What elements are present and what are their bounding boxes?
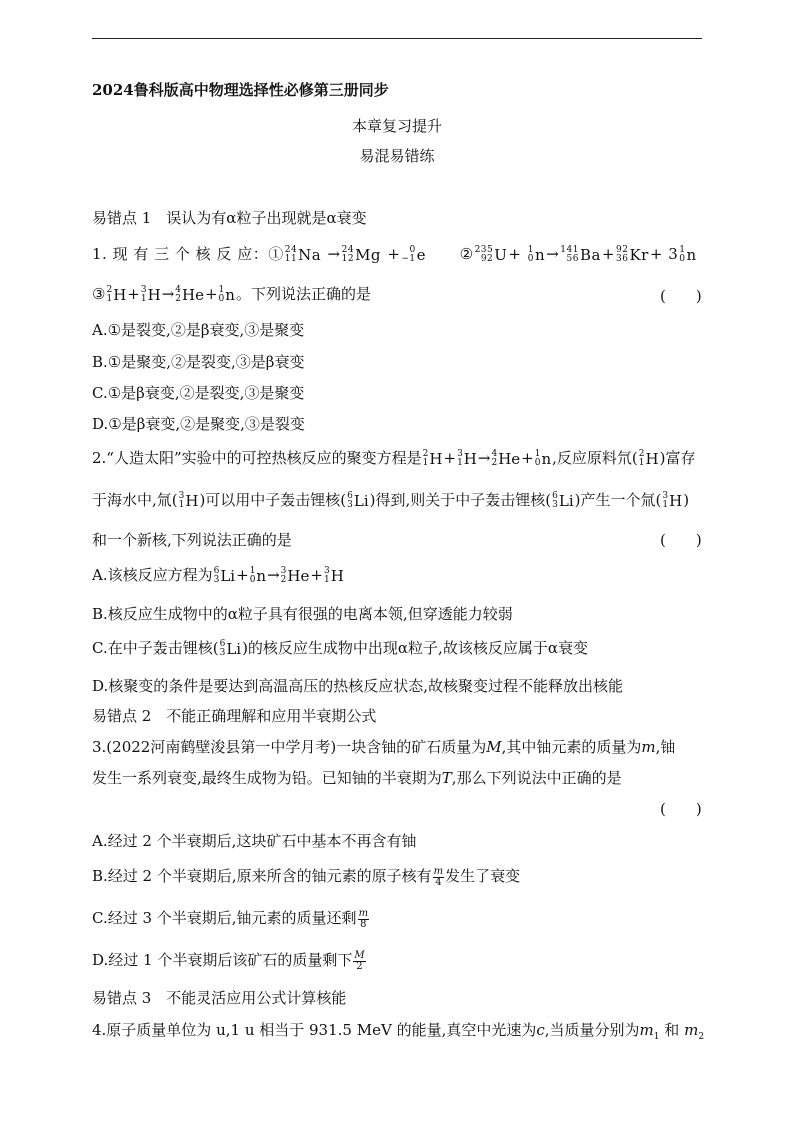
q2-option-c: C.在中子轰击锂核( 6 3 Li )的核反应生成物中出现α粒子,故该核反应属于α衰变 [92, 639, 588, 658]
q2-line-2: 于海水中,氚( 3 1 H )可以用中子轰击锂核( 6 3 Li )得到,则关于中子轰击锂核( 6 3 Li )产生一个氚( 3 1 H ) [92, 491, 690, 510]
error-point-2: 易错点 2 不能正确理解和应用半衰期公式 [92, 707, 377, 725]
q2-line-3: 和一个新核,下列说法正确的是 [92, 531, 292, 549]
q1-option-b: B.①是聚变,②是裂变,③是β衰变 [92, 353, 305, 371]
q2-option-d: D.核聚变的条件是要达到高温高压的热核反应状态,故核聚变过程不能释放出核能 [92, 677, 624, 695]
nuclide-u: 235 92 U [474, 245, 508, 264]
q1-answer-paren: ( ) [660, 287, 702, 305]
q2-option-b: B.核反应生成物中的α粒子具有很强的电离本领,但穿透能力较弱 [92, 605, 513, 623]
q3-option-a: A.经过 2 个半衰期后,这块矿石中基本不再含有铀 [92, 832, 417, 850]
fraction-M-over-2: $\frac{M}{2}$ [354, 949, 365, 972]
q4-line-1: 4.原子质量单位为 u,1 u 相当于 931.5 MeV 的能量,真空中光速为c,当质量分别为$m_1$ 和 $m_2$ [92, 1021, 705, 1042]
q1-line-1: 1. 现 有 三 个 核 反 应：① 24 11 Na → 24 12 Mg + 0 −1 e ② 235 92 U + 1 0 n → 141 56 Ba + 92 36 Kr + 3 1 0 n [92, 245, 697, 264]
fraction-m-over-4: $\frac{m}{4}$ [433, 865, 444, 888]
nuclide-ba: 141 56 Ba [560, 245, 601, 264]
q3-answer-paren: ( ) [660, 800, 702, 818]
fraction-m-over-8: $\frac{m}{8}$ [358, 907, 369, 930]
document-header: 2024鲁科版高中物理选择性必修第三册同步 [92, 81, 389, 99]
q1-option-c: C.①是β衰变,②是裂变,③是聚变 [92, 384, 305, 402]
nuclide-kr: 92 36 Kr [616, 245, 649, 264]
q2-answer-paren: ( ) [660, 531, 702, 549]
section-title: 易混易错练 [359, 147, 435, 165]
q2-option-a: A.该核反应方程为 6 3 Li + 1 0 n → 3 2 He + 3 1 H [92, 566, 344, 585]
nuclide-na: 24 11 Na [284, 245, 322, 264]
q1-option-d: D.①是β衰变,②是聚变,③是裂变 [92, 415, 305, 433]
q3-option-c: C.经过 3 个半衰期后,铀元素的质量还剩 $\frac{m}{8}$ [92, 907, 369, 930]
error-point-3: 易错点 3 不能灵活应用公式计算核能 [92, 989, 347, 1007]
nuclide-mg: 24 12 Mg [341, 245, 382, 264]
chapter-title: 本章复习提升 [351, 117, 442, 135]
q3-option-b: B.经过 2 个半衰期后,原来所含的铀元素的原子核有 $\frac{m}{4}$ 发生了衰变 [92, 865, 521, 888]
error-point-1: 易错点 1 误认为有α粒子出现就是α衰变 [92, 209, 367, 227]
q3-line-2: 发生一系列衰变,最终生成物为铅。已知铀的半衰期为T,那么下列说法中正确的是 [92, 769, 622, 787]
header-rule [92, 38, 702, 39]
q1-line-2: ③ 2 1 H + 3 1 H → 4 2 He + 1 0 n 。下列说法正确的是 [92, 285, 371, 304]
q3-option-d: D.经过 1 个半衰期后该矿石的质量剩下 $\frac{M}{2}$ [92, 949, 365, 972]
q3-line-1: 3.(2022河南鹤壁浚县第一中学月考)一块含铀的矿石质量为M,其中铀元素的质量为m,铀 [92, 738, 676, 756]
q2-line-1: 2.“人造太阳”实验中的可控热核反应的聚变方程是 2 1 H + 3 1 H → 4 2 He + 1 0 n ,反应原料氘( 2 1 H )富存 [92, 449, 696, 468]
q1-option-a: A.①是裂变,②是β衰变,③是聚变 [92, 321, 305, 339]
nuclide-e: 0 −1 e [401, 245, 427, 264]
